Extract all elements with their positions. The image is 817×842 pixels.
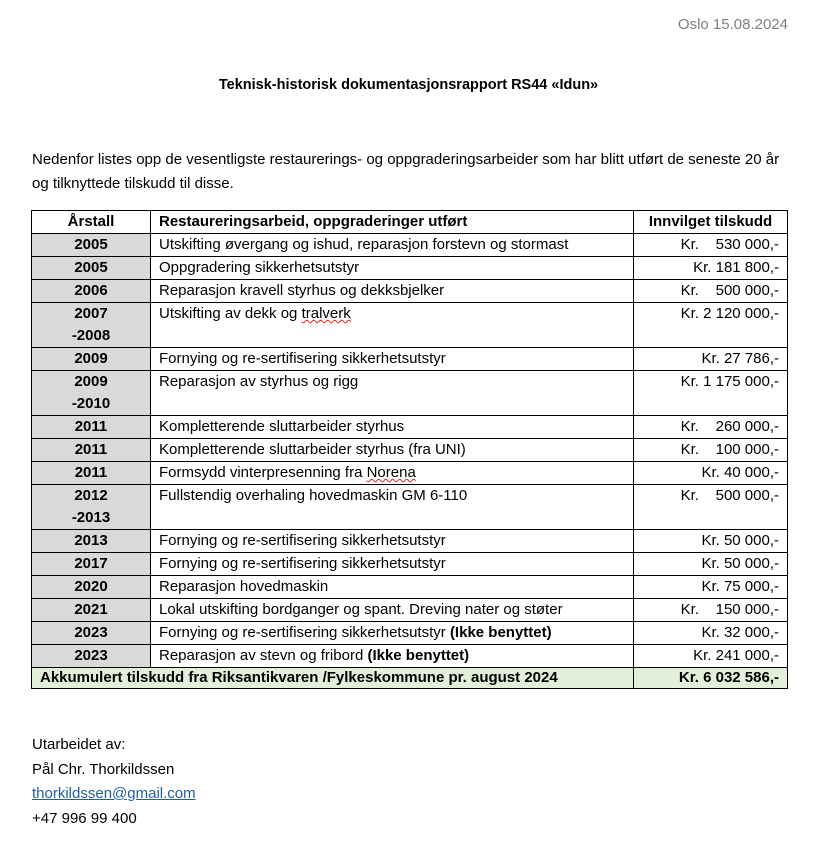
table-header-row (32, 211, 788, 234)
work-cell (151, 348, 634, 371)
total-label: Akkumulert tilskudd fra Riksantikvaren /Fylkeskommune pr. august 2024 (32, 668, 634, 689)
work-description: Reparasjon kravell styrhus og dekksbjelker (159, 282, 445, 299)
work-description: Oppgradering sikkerhetsutstyr (159, 259, 360, 276)
year-end: -2010 (71, 395, 111, 412)
year-start: 2009 (74, 350, 108, 367)
intro-paragraph: Nedenfor listes opp de vesentligste restaurerings- og oppgraderingsarbeider som har blitt utført de seneste 20 år og tilknyttede tilskudd til disse. (32, 151, 780, 192)
table-row (32, 530, 788, 553)
year-cell (32, 234, 151, 257)
table-row (32, 622, 788, 645)
amount-cell: Kr. 32 000,- (634, 622, 788, 645)
work-description: Fornying og re-sertifisering sikkerhetsutstyr (159, 532, 446, 549)
work-cell (151, 645, 634, 668)
year-cell (32, 553, 151, 576)
year-start: 2009 (74, 373, 108, 390)
work-cell (151, 576, 634, 599)
work-cell (151, 257, 634, 280)
header-year: Årstall (32, 211, 151, 234)
work-description: Fornying og re-sertifisering sikkerhetsutstyr (159, 555, 446, 572)
amount-cell: Kr. 241 000,- (634, 645, 788, 668)
year-start: 2021 (74, 601, 108, 618)
spellcheck-word: Norena (366, 464, 416, 481)
work-cell (151, 303, 634, 348)
work-description: Fullstendig overhaling hovedmaskin GM 6-110 (159, 487, 468, 504)
report-date: Oslo 15.08.2024 (677, 16, 788, 33)
work-cell (151, 416, 634, 439)
year-start: 2005 (74, 259, 108, 276)
year-start: 2011 (74, 418, 108, 435)
year-cell (32, 439, 151, 462)
work-cell (151, 462, 634, 485)
year-start: 2006 (74, 282, 108, 299)
table-row (32, 576, 788, 599)
year-start: 2023 (74, 647, 108, 664)
year-cell (32, 371, 151, 416)
signature-block (32, 733, 196, 831)
year-start: 2012 (74, 487, 108, 504)
author-name: Pål Chr. Thorkildssen (32, 760, 175, 778)
year-start: 2011 (74, 464, 108, 481)
table-row (32, 462, 788, 485)
header-amount: Innvilget tilskudd (634, 211, 788, 234)
table-row (32, 485, 788, 530)
document-title: Teknisk-historisk dokumentasjonsrapport RS44 «Idun» (218, 77, 599, 93)
work-description: Utskifting øvergang og ishud, reparasjon forstevn og stormast (159, 236, 569, 253)
total-row (32, 668, 788, 689)
year-cell (32, 645, 151, 668)
amount-cell: Kr. 530 000,- (634, 234, 788, 257)
work-description: Fornying og re-sertifisering sikkerhetsutstyr (159, 350, 446, 367)
phone-number: +47 996 99 400 (32, 809, 137, 827)
table-row (32, 416, 788, 439)
work-description: Utskifting av dekk og tralverk (159, 305, 351, 322)
work-cell (151, 530, 634, 553)
work-description: Reparasjon av styrhus og rigg (159, 373, 359, 390)
work-description: Fornying og re-sertifisering sikkerhetsutstyr (159, 624, 450, 641)
amount-cell: Kr. 181 800,- (634, 257, 788, 280)
amount-cell: Kr. 260 000,- (634, 416, 788, 439)
work-description: Kompletterende sluttarbeider styrhus (fra UNI) (159, 441, 466, 458)
year-cell (32, 280, 151, 303)
work-description: Reparasjon av stevn og fribord (159, 647, 368, 664)
amount-cell: Kr. 2 120 000,- (634, 303, 788, 348)
table-row (32, 257, 788, 280)
table-row (32, 348, 788, 371)
amount-cell: Kr. 50 000,- (634, 553, 788, 576)
year-cell (32, 257, 151, 280)
year-cell (32, 622, 151, 645)
table-row (32, 599, 788, 622)
table-row (32, 439, 788, 462)
header-work: Restaureringsarbeid, oppgraderinger utført (151, 211, 634, 234)
email-link[interactable]: thorkildssen@gmail.com (32, 785, 196, 802)
amount-cell: Kr. 27 786,- (634, 348, 788, 371)
amount-cell: Kr. 500 000,- (634, 280, 788, 303)
year-cell (32, 530, 151, 553)
year-start: 2017 (74, 555, 108, 572)
table-row (32, 303, 788, 348)
amount-cell: Kr. 500 000,- (634, 485, 788, 530)
year-cell (32, 303, 151, 348)
amount-cell: Kr. 75 000,- (634, 576, 788, 599)
year-cell (32, 485, 151, 530)
work-description: Kompletterende sluttarbeider styrhus (159, 418, 405, 435)
table-row (32, 553, 788, 576)
amount-cell: Kr. 1 175 000,- (634, 371, 788, 416)
work-cell (151, 599, 634, 622)
not-used-note: (Ikke benyttet) (449, 624, 552, 641)
year-cell (32, 576, 151, 599)
work-cell (151, 485, 634, 530)
total-amount: Kr. 6 032 586,- (634, 668, 788, 689)
work-cell (151, 553, 634, 576)
table-row (32, 234, 788, 257)
work-cell (151, 371, 634, 416)
year-start: 2011 (74, 441, 108, 458)
work-cell (151, 234, 634, 257)
year-end: -2013 (71, 509, 111, 526)
year-end: -2008 (71, 327, 111, 344)
amount-cell: Kr. 40 000,- (634, 462, 788, 485)
year-cell (32, 462, 151, 485)
year-start: 2005 (74, 236, 108, 253)
work-cell (151, 622, 634, 645)
work-description: Formsydd vinterpresenning fra Norena (159, 464, 416, 481)
year-start: 2020 (74, 578, 108, 595)
year-cell (32, 599, 151, 622)
year-cell (32, 348, 151, 371)
table-row (32, 280, 788, 303)
work-cell (151, 439, 634, 462)
work-description: Reparasjon hovedmaskin (159, 578, 329, 595)
year-start: 2013 (74, 532, 108, 549)
table-row (32, 645, 788, 668)
year-cell (32, 416, 151, 439)
not-used-note: (Ikke benyttet) (367, 647, 470, 664)
spellcheck-word: tralverk (301, 305, 351, 322)
year-start: 2007 (74, 305, 108, 322)
work-description: Lokal utskifting bordganger og spant. Dreving nater og støter (159, 601, 563, 618)
amount-cell: Kr. 150 000,- (634, 599, 788, 622)
table-row (32, 371, 788, 416)
year-start: 2023 (74, 624, 108, 641)
grants-table (31, 210, 788, 689)
work-cell (151, 280, 634, 303)
prepared-by-label: Utarbeidet av: (32, 736, 126, 753)
amount-cell: Kr. 50 000,- (634, 530, 788, 553)
amount-cell: Kr. 100 000,- (634, 439, 788, 462)
